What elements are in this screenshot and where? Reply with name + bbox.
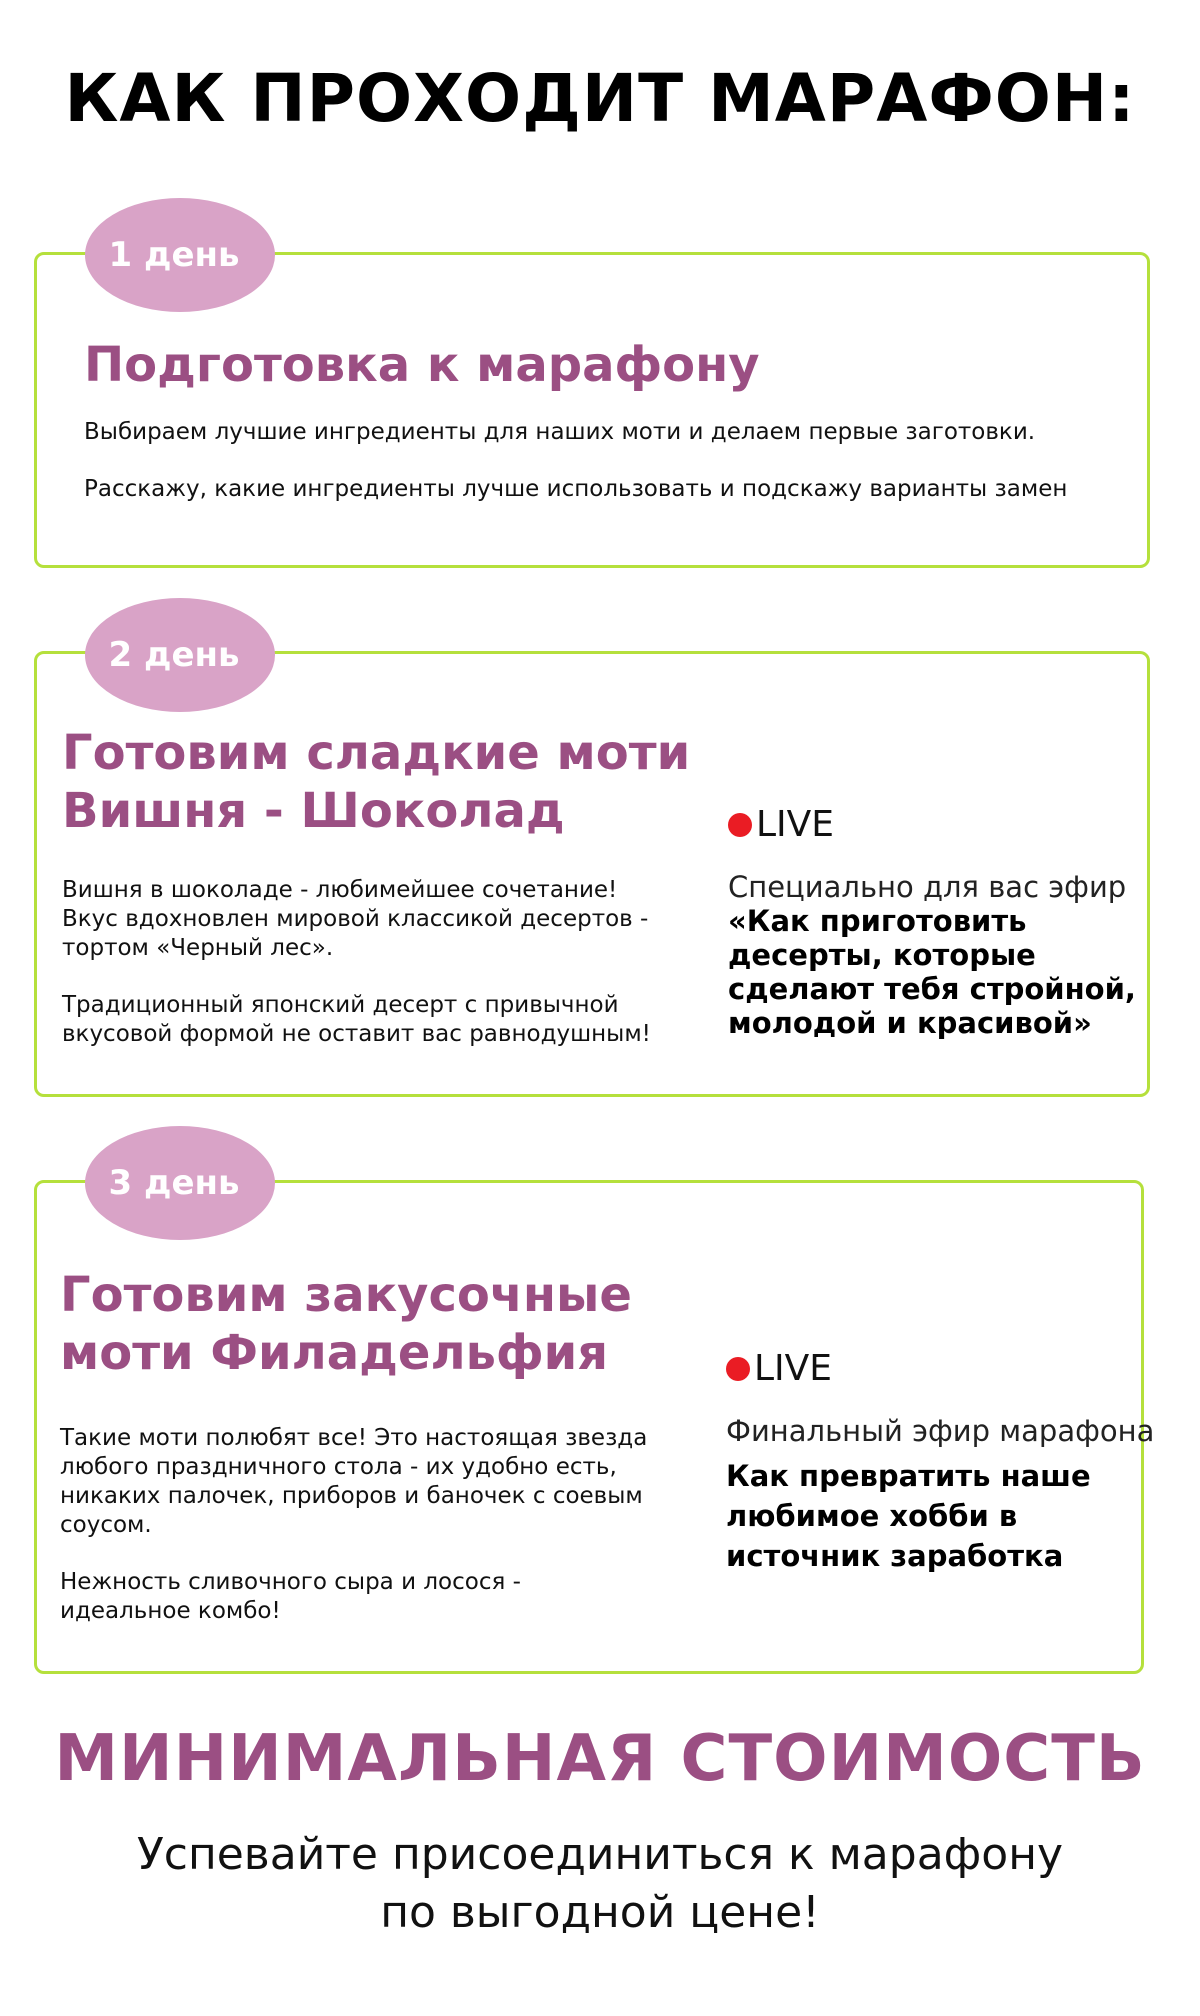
day-2-live-label: LIVE (756, 804, 835, 845)
day-2-live-topic (728, 904, 1136, 1040)
day-3-text (60, 1424, 650, 1654)
day-2-title-line-1: Готовим сладкие моти (62, 725, 691, 781)
day-2-badge-label: 2 день (108, 635, 240, 675)
day-2-live-subtitle: Специально для вас эфир (728, 870, 1127, 904)
day-2-paragraph-1: Вишня в шоколаде - любимейшее сочетание! Вкус вдохновлен мировой классикой десертов - тортом «Черный лес». (62, 877, 649, 961)
day-2-topic-line-1: «Как приготовить (728, 904, 1027, 938)
day-3-paragraph-2: Нежность сливочного сыра и лосося - идеальное комбо! (60, 1569, 521, 1624)
day-3-live-topic (726, 1456, 1091, 1576)
day-3-live-indicator (726, 1348, 832, 1389)
day-3-title-line-2: моти Филадельфия (60, 1325, 609, 1381)
day-1-title: Подготовка к марафону (84, 337, 760, 393)
live-dot-icon (728, 813, 752, 837)
day-3-title-line-1: Готовим закусочные (60, 1267, 632, 1323)
day-2-paragraph-2: Традиционный японский десерт с привычной вкусовой формой не оставит вас равнодушным! (62, 992, 651, 1047)
day-3-paragraph-1: Такие моти полюбят все! Это настоящая звезда любого праздничного стола - их удобно есть, никаких палочек, приборов и баночек с соевым соусом. (60, 1425, 648, 1538)
cta-subtitle-line-2: по выгодной цене! (380, 1887, 820, 1938)
day-1-paragraph-1: Выбираем лучшие ингредиенты для наших моти и делаем первые заготовки. (84, 419, 1036, 445)
day-1-badge-label: 1 день (108, 235, 240, 275)
live-dot-icon (726, 1357, 750, 1381)
cta-subtitle-line-1: Успевайте присоединиться к марафону (136, 1829, 1064, 1880)
cta-subtitle (0, 1826, 1200, 1942)
day-2-topic-line-2: десерты, которые (728, 938, 1036, 972)
day-3-title (60, 1266, 632, 1382)
day-3-topic-line-2: любимое хобби в (726, 1499, 1018, 1533)
day-3-live-subtitle: Финальный эфир марафона (726, 1414, 1155, 1448)
day-2-text (62, 876, 662, 1077)
day-2-title-line-2: Вишня - Шоколад (62, 783, 565, 839)
page-title: КАК ПРОХОДИТ МАРАФОН: (64, 60, 1136, 137)
cta-title: МИНИМАЛЬНАЯ СТОИМОСТЬ (54, 1722, 1146, 1796)
day-2-live-indicator (728, 804, 834, 845)
day-3-badge (85, 1126, 275, 1240)
day-1-paragraph-2: Расскажу, какие ингредиенты лучше использовать и подскажу варианты замен (84, 476, 1068, 502)
day-1-badge (85, 198, 275, 312)
day-3-topic-line-3: источник заработка (726, 1539, 1064, 1573)
day-3-topic-line-1: Как превратить наше (726, 1459, 1091, 1493)
day-2-badge (85, 598, 275, 712)
day-3-badge-label: 3 день (108, 1163, 240, 1203)
day-3-live-label: LIVE (754, 1348, 833, 1389)
day-2-title (62, 724, 690, 840)
day-2-topic-line-3: сделают тебя стройной, (728, 972, 1136, 1006)
day-1-text (84, 418, 1124, 532)
day-2-topic-line-4: молодой и красивой» (728, 1006, 1092, 1040)
